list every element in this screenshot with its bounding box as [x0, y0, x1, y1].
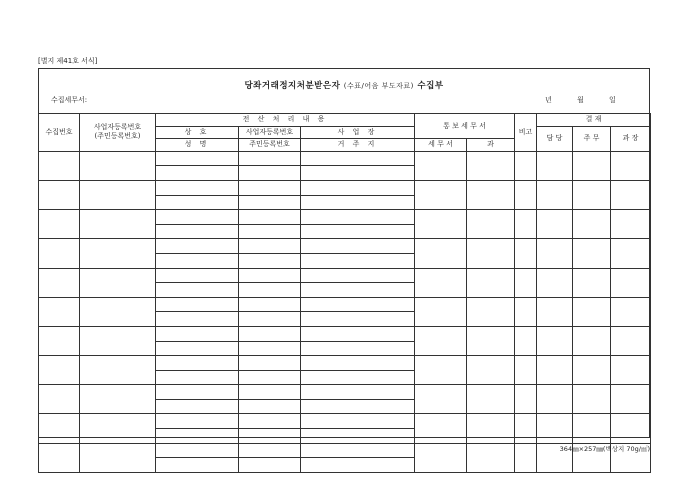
header-business-no-line2: (주민등록번호)	[94, 132, 141, 141]
header-resident-no: 주민등록번호	[239, 139, 301, 152]
entry-section-head[interactable]	[611, 326, 651, 355]
entry-business-place[interactable]	[301, 443, 415, 458]
entry-residence[interactable]	[301, 370, 415, 385]
entry-chief[interactable]	[573, 297, 611, 326]
entry-tax-office[interactable]	[415, 356, 467, 385]
entry-row	[39, 297, 651, 312]
entry-chief[interactable]	[573, 414, 611, 443]
entry-trade-name[interactable]	[156, 356, 239, 371]
entry-division[interactable]	[467, 297, 515, 326]
entry-section-head[interactable]	[611, 210, 651, 239]
entry-tax-office[interactable]	[415, 210, 467, 239]
entry-collection-no[interactable]	[39, 297, 80, 326]
entry-division[interactable]	[467, 151, 515, 180]
entry-row	[39, 414, 651, 429]
entry-tax-office[interactable]	[415, 414, 467, 443]
entry-tax-office[interactable]	[415, 268, 467, 297]
entry-name[interactable]	[156, 283, 239, 298]
entry-collection-no[interactable]	[39, 326, 80, 355]
entry-division[interactable]	[467, 356, 515, 385]
entry-row	[39, 268, 651, 283]
entry-business-reg-no[interactable]	[239, 180, 301, 195]
entry-business-no[interactable]	[80, 268, 156, 297]
entry-collection-no[interactable]	[39, 356, 80, 385]
entry-business-no[interactable]	[80, 356, 156, 385]
entry-trade-name[interactable]	[156, 414, 239, 429]
header-business-reg-no: 사업자등록번호	[239, 126, 301, 139]
entry-business-place[interactable]	[301, 268, 415, 283]
header-residence: 거 주 지	[301, 139, 415, 152]
entry-in-charge[interactable]	[537, 414, 573, 443]
entry-tax-office[interactable]	[415, 180, 467, 209]
title-paren: (수표/어음 부도자료)	[343, 82, 414, 90]
entry-division[interactable]	[467, 180, 515, 209]
entry-trade-name[interactable]	[156, 297, 239, 312]
entry-collection-no[interactable]	[39, 151, 80, 180]
entry-in-charge[interactable]	[537, 385, 573, 414]
header-name: 성 명	[156, 139, 239, 152]
header-business-no-line1: 사업자등록번호	[93, 123, 142, 132]
entry-business-no[interactable]	[80, 297, 156, 326]
entry-business-reg-no[interactable]	[239, 385, 301, 400]
entry-business-no[interactable]	[80, 151, 156, 180]
entry-resident-no[interactable]	[239, 166, 301, 181]
entry-remarks[interactable]	[515, 443, 537, 472]
entry-business-no[interactable]	[80, 443, 156, 472]
entry-collection-no[interactable]	[39, 268, 80, 297]
header-processing: 전 산 처 리 내 용	[156, 114, 415, 127]
entry-remarks[interactable]	[515, 385, 537, 414]
entry-division[interactable]	[467, 414, 515, 443]
date-year-label: 년	[545, 96, 552, 104]
entry-business-reg-no[interactable]	[239, 210, 301, 225]
entry-division[interactable]	[467, 239, 515, 268]
entry-name[interactable]	[156, 166, 239, 181]
entry-trade-name[interactable]	[156, 210, 239, 225]
entry-remarks[interactable]	[515, 268, 537, 297]
entry-row	[39, 239, 651, 254]
entry-section-head[interactable]	[611, 180, 651, 209]
entry-tax-office[interactable]	[415, 385, 467, 414]
header-division: 과	[467, 139, 515, 152]
entry-remarks[interactable]	[515, 180, 537, 209]
entry-trade-name[interactable]	[156, 151, 239, 166]
entry-section-head[interactable]	[611, 385, 651, 414]
entry-collection-no[interactable]	[39, 210, 80, 239]
collection-table	[38, 113, 651, 473]
entry-resident-no[interactable]	[239, 195, 301, 210]
entry-chief[interactable]	[573, 210, 611, 239]
header-remarks: 비고	[515, 114, 537, 152]
entry-resident-no[interactable]	[239, 224, 301, 239]
entry-chief[interactable]	[573, 326, 611, 355]
entry-business-no[interactable]	[80, 385, 156, 414]
header-chief: 주 무	[573, 126, 611, 151]
header-tax-office: 세 무 서	[415, 139, 467, 152]
entry-division[interactable]	[467, 443, 515, 472]
entry-row	[39, 210, 651, 225]
entry-collection-no[interactable]	[39, 180, 80, 209]
entry-section-head[interactable]	[611, 414, 651, 443]
entry-row	[39, 385, 651, 400]
entry-remarks[interactable]	[515, 414, 537, 443]
entry-tax-office[interactable]	[415, 151, 467, 180]
entry-resident-no[interactable]	[239, 341, 301, 356]
entry-residence[interactable]	[301, 253, 415, 268]
entry-business-reg-no[interactable]	[239, 414, 301, 429]
header-notify-office: 통 보 세 무 서	[415, 114, 515, 139]
entry-residence[interactable]	[301, 283, 415, 298]
entry-business-no[interactable]	[80, 414, 156, 443]
entry-tax-office[interactable]	[415, 443, 467, 472]
entry-tax-office[interactable]	[415, 239, 467, 268]
entry-residence[interactable]	[301, 224, 415, 239]
entry-section-head[interactable]	[611, 239, 651, 268]
header-approval: 결 재	[537, 114, 651, 127]
entry-remarks[interactable]	[515, 151, 537, 180]
entry-collection-no[interactable]	[39, 385, 80, 414]
form-frame	[38, 68, 650, 438]
entry-in-charge[interactable]	[537, 180, 573, 209]
entry-section-head[interactable]	[611, 268, 651, 297]
entry-division[interactable]	[467, 385, 515, 414]
entry-chief[interactable]	[573, 239, 611, 268]
entry-remarks[interactable]	[515, 297, 537, 326]
entry-resident-no[interactable]	[239, 370, 301, 385]
date-month-label: 월	[577, 96, 584, 104]
entry-business-no[interactable]	[80, 180, 156, 209]
entry-row	[39, 326, 651, 341]
entry-business-no[interactable]	[80, 326, 156, 355]
paper-spec-footer: 364㎜×257㎜(백상지 70g/㎡)	[559, 445, 650, 453]
date-day-label: 일	[609, 96, 616, 104]
entry-residence[interactable]	[301, 341, 415, 356]
entry-business-place[interactable]	[301, 326, 415, 341]
header-business-no	[80, 114, 156, 152]
entry-name[interactable]	[156, 224, 239, 239]
entry-business-reg-no[interactable]	[239, 268, 301, 283]
entry-chief[interactable]	[573, 385, 611, 414]
header-row-1	[39, 114, 651, 127]
entry-trade-name[interactable]	[156, 385, 239, 400]
entry-row	[39, 356, 651, 371]
entry-business-no[interactable]	[80, 210, 156, 239]
entry-business-reg-no[interactable]	[239, 443, 301, 458]
entry-residence[interactable]	[301, 166, 415, 181]
entry-section-head[interactable]	[611, 297, 651, 326]
entry-name[interactable]	[156, 458, 239, 473]
entry-name[interactable]	[156, 399, 239, 414]
header-collection-no: 수집번호	[39, 114, 80, 152]
entry-name[interactable]	[156, 370, 239, 385]
entry-tax-office[interactable]	[415, 297, 467, 326]
header-business-place: 사 업 장	[301, 126, 415, 139]
entry-section-head[interactable]	[611, 151, 651, 180]
entry-business-reg-no[interactable]	[239, 239, 301, 254]
entry-chief[interactable]	[573, 268, 611, 297]
form-number-label: [별지 제41호 서식]	[38, 57, 98, 65]
entry-division[interactable]	[467, 326, 515, 355]
entry-residence[interactable]	[301, 312, 415, 327]
entry-in-charge[interactable]	[537, 268, 573, 297]
entry-business-place[interactable]	[301, 356, 415, 371]
entry-residence[interactable]	[301, 399, 415, 414]
entry-resident-no[interactable]	[239, 283, 301, 298]
entry-business-place[interactable]	[301, 151, 415, 166]
entry-resident-no[interactable]	[239, 253, 301, 268]
header-in-charge: 담 당	[537, 126, 573, 151]
title-main: 당좌거래정지처분받은자	[244, 81, 341, 91]
entry-name[interactable]	[156, 312, 239, 327]
entry-name[interactable]	[156, 253, 239, 268]
entry-remarks[interactable]	[515, 326, 537, 355]
entry-in-charge[interactable]	[537, 210, 573, 239]
entry-business-reg-no[interactable]	[239, 326, 301, 341]
entry-business-place[interactable]	[301, 180, 415, 195]
entry-business-reg-no[interactable]	[239, 356, 301, 371]
entry-in-charge[interactable]	[537, 151, 573, 180]
header-section-head: 과 장	[611, 126, 651, 151]
entry-chief[interactable]	[573, 180, 611, 209]
entry-resident-no[interactable]	[239, 312, 301, 327]
entry-resident-no[interactable]	[239, 458, 301, 473]
entry-remarks[interactable]	[515, 239, 537, 268]
entry-tax-office[interactable]	[415, 326, 467, 355]
entry-trade-name[interactable]	[156, 326, 239, 341]
entry-collection-no[interactable]	[39, 443, 80, 472]
entry-business-place[interactable]	[301, 239, 415, 254]
entry-business-place[interactable]	[301, 385, 415, 400]
entry-in-charge[interactable]	[537, 297, 573, 326]
entry-name[interactable]	[156, 195, 239, 210]
entry-residence[interactable]	[301, 195, 415, 210]
entry-in-charge[interactable]	[537, 326, 573, 355]
entry-division[interactable]	[467, 268, 515, 297]
entry-remarks[interactable]	[515, 356, 537, 385]
entry-chief[interactable]	[573, 151, 611, 180]
entry-division[interactable]	[467, 210, 515, 239]
entry-name[interactable]	[156, 341, 239, 356]
entry-trade-name[interactable]	[156, 443, 239, 458]
title-suffix: 수집부	[417, 81, 444, 91]
entry-trade-name[interactable]	[156, 239, 239, 254]
entry-residence[interactable]	[301, 458, 415, 473]
form-title	[39, 79, 649, 91]
entry-business-place[interactable]	[301, 210, 415, 225]
entry-business-no[interactable]	[80, 239, 156, 268]
entry-business-place[interactable]	[301, 297, 415, 312]
entry-row	[39, 151, 651, 166]
date-fields	[545, 95, 619, 105]
entry-business-reg-no[interactable]	[239, 151, 301, 166]
entry-residence[interactable]	[301, 429, 415, 444]
entry-business-reg-no[interactable]	[239, 297, 301, 312]
entry-in-charge[interactable]	[537, 239, 573, 268]
entry-resident-no[interactable]	[239, 399, 301, 414]
entry-business-place[interactable]	[301, 414, 415, 429]
entry-section-head[interactable]	[611, 356, 651, 385]
header-trade-name: 상 호	[156, 126, 239, 139]
entry-in-charge[interactable]	[537, 356, 573, 385]
entry-collection-no[interactable]	[39, 414, 80, 443]
entry-name[interactable]	[156, 429, 239, 444]
entry-row	[39, 180, 651, 195]
entry-collection-no[interactable]	[39, 239, 80, 268]
entry-chief[interactable]	[573, 356, 611, 385]
entry-trade-name[interactable]	[156, 268, 239, 283]
entry-resident-no[interactable]	[239, 429, 301, 444]
entry-trade-name[interactable]	[156, 180, 239, 195]
collecting-office-label: 수집세무서:	[51, 96, 88, 104]
entry-remarks[interactable]	[515, 210, 537, 239]
